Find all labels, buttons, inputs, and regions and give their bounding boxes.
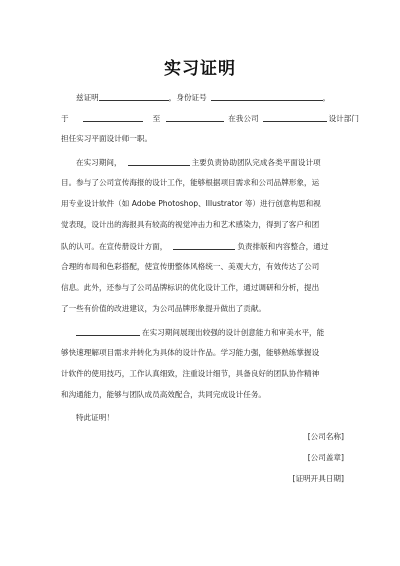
para2-text: 负责排版和内容整合，通过 [237,242,329,251]
issue-date: [证明开具日期] [292,474,344,483]
start-date-blank [83,113,143,122]
id-number-blank [211,92,323,101]
para2-text: 队的认可。在宣传册设计方面， [61,242,168,251]
closing-text: 特此证明！ [76,413,114,422]
company-seal: [公司盖章] [307,453,344,462]
intro-text: 于 [61,114,69,123]
para2-line-5 [61,241,328,252]
para3-text: 在实习期间展现出较强的设计创意能力和审美水平，能 [142,328,325,337]
name-blank [99,92,169,101]
intro-text: 至 [152,114,161,123]
intro-text: 兹证明 [76,93,99,102]
intro-text: 设计部门 [328,114,359,123]
intro-line-1 [76,92,330,103]
para3-line-1 [76,327,324,338]
intro-line-2 [61,113,359,124]
para2-line-3: 用专业设计软件（如 Adobe Photoshop、Illustrator 等）进行创意构思和视 [61,199,321,208]
para2-text: 主要负责协助团队完成各类平面设计项 [191,158,321,167]
para3-line-2: 够快速理解项目需求并转化为具体的设计作品。学习能力强，能够熟练掌握设 [61,348,320,357]
para3-line-3: 计软件的使用技巧，工作认真细致，注重设计细节，具备良好的团队协作精神 [61,369,320,378]
department-blank [263,113,327,122]
para3-line-4: 和沟通能力，能够与团队成员高效配合，共同完成设计任务。 [61,390,267,399]
para2-text: 在实习期间， [76,158,122,167]
intro-text: ，身份证号 [168,93,207,102]
para2-line-7: 信息。此外，还参与了公司品牌标识的优化设计工作，通过调研和分析，提出 [61,283,320,292]
para2-line-8: 了一些有价值的改进建议，为公司品牌形象提升做出了贡献。 [61,304,267,313]
para2-line-6: 合理的布局和色彩搭配，使宣传册整体风格统一、美观大方，有效传达了公司 [61,262,320,271]
intro-text: 在我公司 [228,114,259,123]
intern-name-blank [128,157,190,166]
para2-line-2: 目。参与了公司宣传海报的设计工作，能够根据项目需求和公司品牌形象，运 [61,178,320,187]
para2-line-1 [76,157,321,168]
para2-line-4: 觉表现，设计出的海报具有较高的视觉冲击力和艺术感染力，得到了客户和团 [61,220,320,229]
end-date-blank [166,113,224,122]
intern-name-blank-2 [173,241,235,250]
company-name: [公司名称] [307,432,344,441]
intro-text: ， [322,93,331,102]
document-title: 实习证明 [164,59,236,79]
intro-line-3: 担任实习平面设计师一职。 [61,134,153,143]
intern-name-blank-3 [76,327,140,336]
